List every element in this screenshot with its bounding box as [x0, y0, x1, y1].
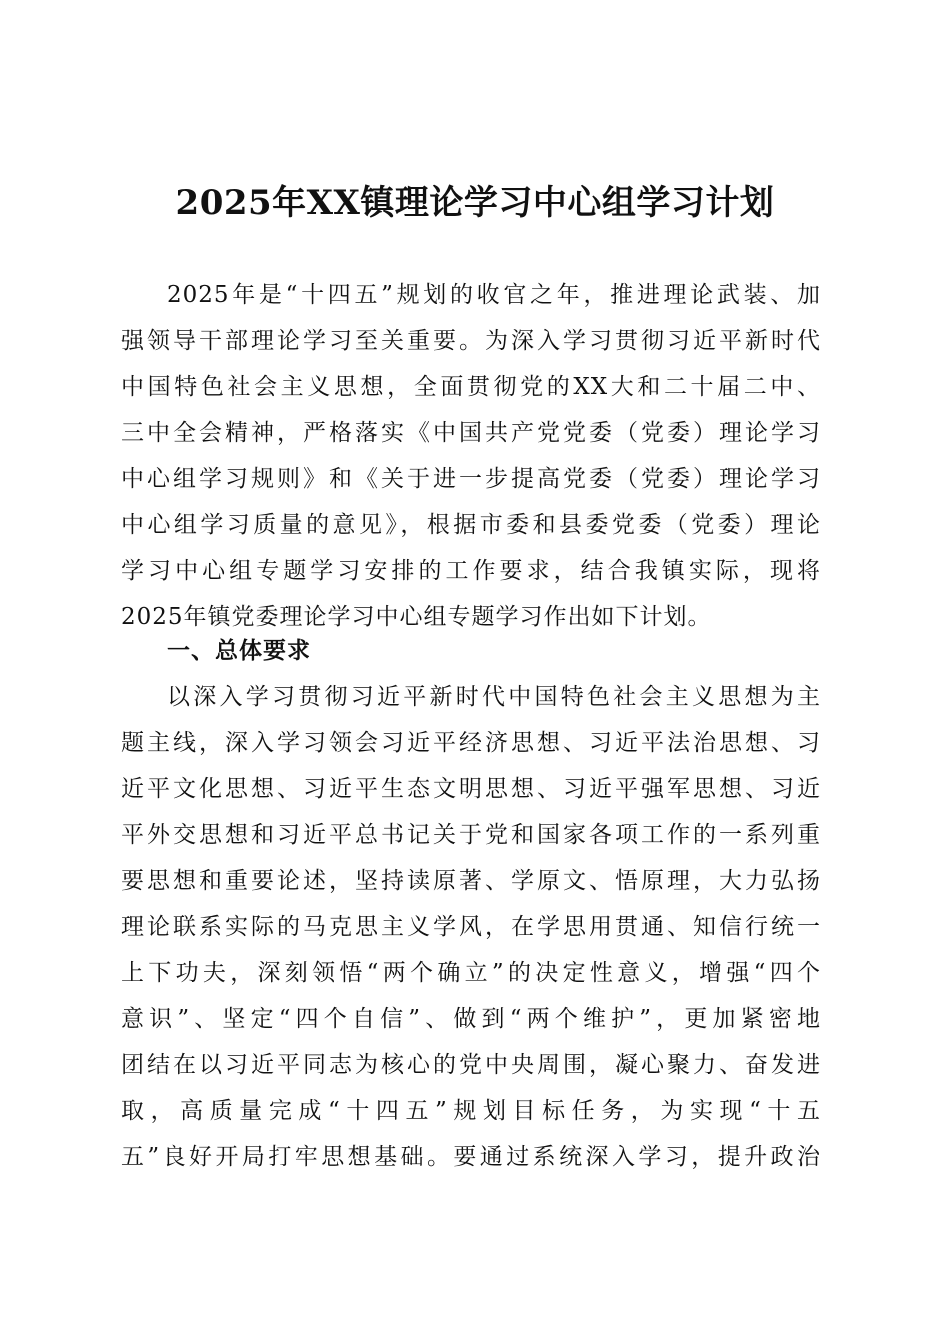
- paragraph-line: 学习中心组专题学习安排的工作要求，结合我镇实际，现将: [121, 558, 821, 584]
- section-heading: 一、总体要求: [167, 638, 311, 664]
- paragraph-line: 题主线，深入学习领会习近平经济思想、习近平法治思想、习: [121, 730, 821, 756]
- paragraph-line: 意识”、坚定“四个自信”、做到“两个维护”，更加紧密地: [121, 1006, 821, 1032]
- intro-paragraph: [121, 272, 821, 640]
- paragraph-line: 团结在以习近平同志为核心的党中央周围，凝心聚力、奋发进: [121, 1052, 821, 1078]
- paragraph-line: 中心组学习规则》和《关于进一步提高党委（党委）理论学习: [121, 466, 821, 492]
- paragraph-line: 平外交思想和习近平总书记关于党和国家各项工作的一系列重: [121, 822, 821, 848]
- paragraph-line: 理论联系实际的马克思主义学风，在学思用贯通、知信行统一: [121, 914, 821, 940]
- section-heading-overall-requirements: [121, 628, 821, 674]
- paragraph-line: 近平文化思想、习近平生态文明思想、习近平强军思想、习近: [121, 776, 821, 802]
- document-title: 2025年XX镇理论学习中心组学习计划: [175, 183, 775, 223]
- paragraph-line: 2025年是“十四五”规划的收官之年，推进理论武装、加: [167, 282, 821, 308]
- paragraph-line: 取，高质量完成“十四五”规划目标任务，为实现“十五: [121, 1098, 821, 1124]
- paragraph-line: 以深入学习贯彻习近平新时代中国特色社会主义思想为主: [167, 684, 821, 710]
- section1-paragraph: [121, 674, 821, 1180]
- paragraph-text: [121, 674, 821, 1180]
- paragraph-line: 中心组学习质量的意见》，根据市委和县委党委（党委）理论: [121, 512, 821, 538]
- paragraph-line: 上下功夫，深刻领悟“两个确立”的决定性意义，增强“四个: [121, 960, 821, 986]
- paragraph-line: 三中全会精神，严格落实《中国共产党党委（党委）理论学习: [121, 420, 821, 446]
- paragraph-line: 中国特色社会主义思想，全面贯彻党的XX大和二十届二中、: [121, 374, 821, 400]
- paragraph-line: 五”良好开局打牢思想基础。要通过系统深入学习，提升政治: [121, 1144, 821, 1170]
- paragraph-text: [121, 272, 821, 640]
- paragraph-line: 2025年镇党委理论学习中心组专题学习作出如下计划。: [121, 604, 712, 630]
- paragraph-line: 强领导干部理论学习至关重要。为深入学习贯彻习近平新时代: [121, 328, 821, 354]
- paragraph-line: 要思想和重要论述，坚持读原著、学原文、悟原理，大力弘扬: [121, 868, 821, 894]
